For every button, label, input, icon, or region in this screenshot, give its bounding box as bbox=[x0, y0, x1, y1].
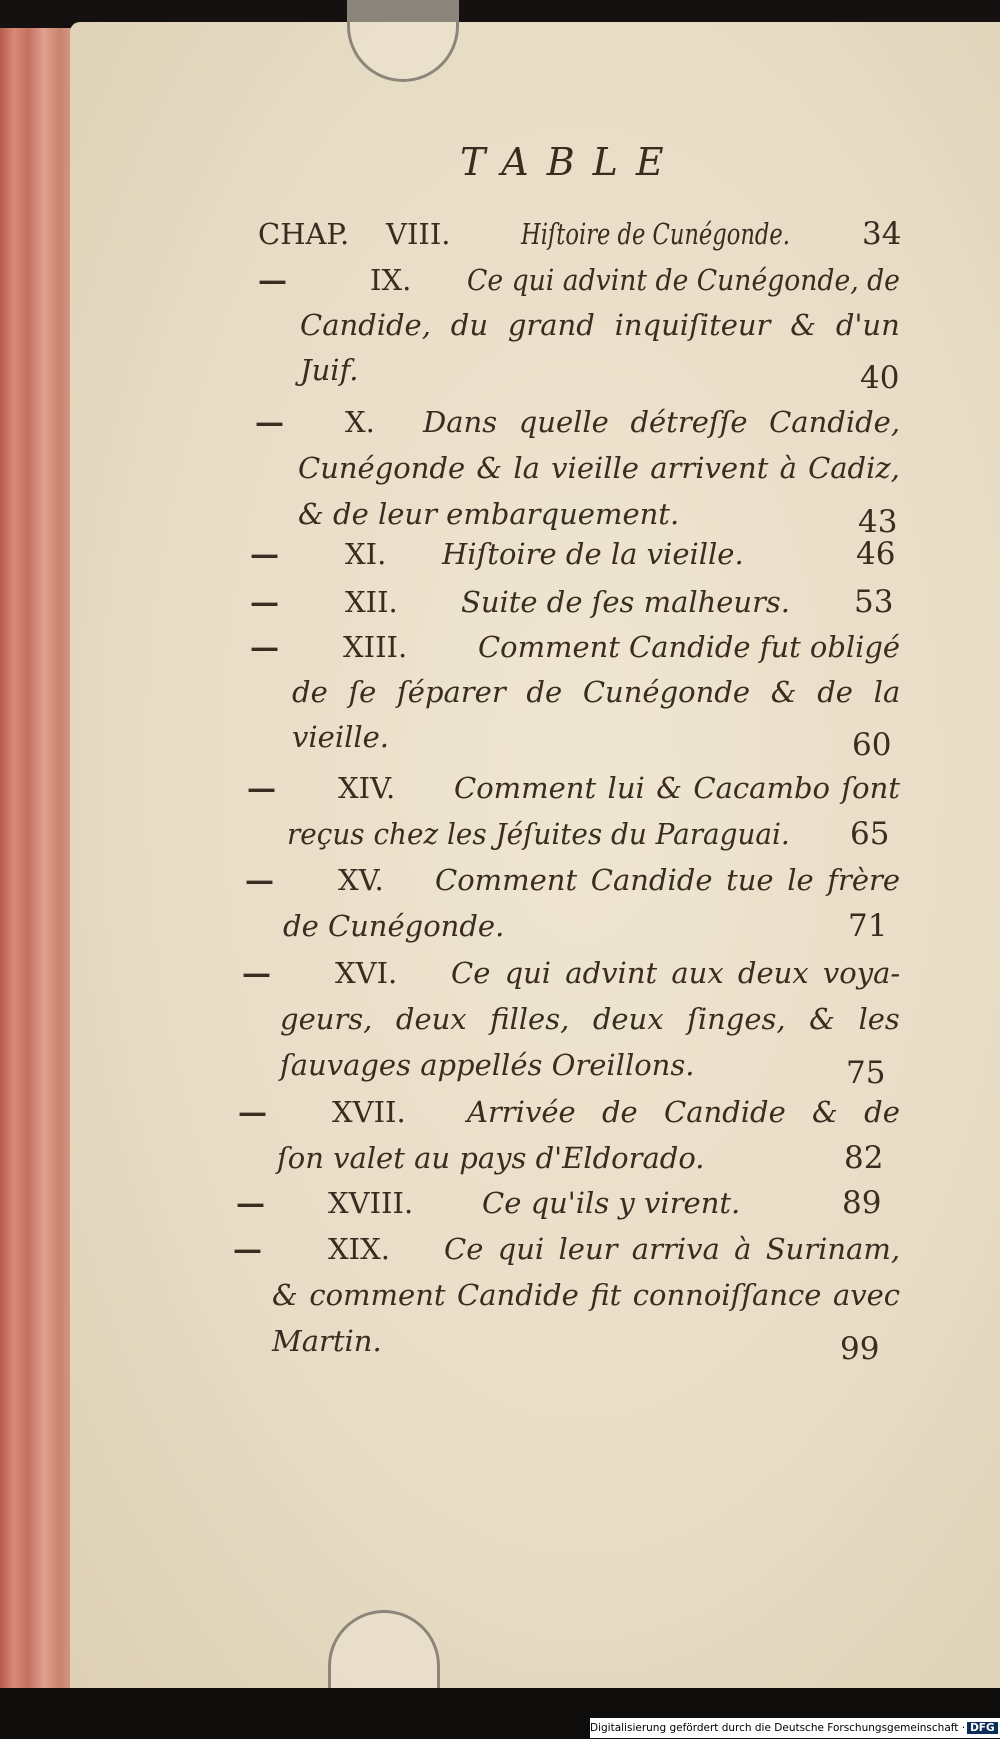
credit-text: Digitalisierung gefördert durch die Deutsche Forschungsgemeinschaft · bbox=[590, 1722, 966, 1734]
chapter-title-line: Martin. bbox=[272, 1324, 382, 1358]
entry-prefix: — bbox=[236, 1186, 263, 1220]
chapter-title-line: reçus chez les Jéſuites du Paraguai. bbox=[287, 817, 790, 851]
chapter-title-line: Comment Candide tue le frère bbox=[435, 863, 901, 897]
chapter-title-line: Ce qui advint aux deux voya- bbox=[451, 956, 901, 990]
chapter-title-line: Dans quelle détreſſe Candide, bbox=[423, 405, 901, 439]
chapter-title-line: & de leur embarquement. bbox=[298, 497, 680, 531]
entry-prefix: — bbox=[233, 1232, 260, 1266]
page-number: 99 bbox=[840, 1331, 880, 1367]
page-number: 60 bbox=[852, 727, 892, 763]
chapter-title-line: Arrivée de Candide & de bbox=[467, 1095, 900, 1129]
chapter-title-line: ſon valet au pays d'Eldorado. bbox=[277, 1141, 705, 1175]
chapter-numeral: XIII. bbox=[343, 630, 408, 664]
chapter-numeral: VIII. bbox=[386, 217, 451, 251]
chapter-numeral: X. bbox=[345, 405, 375, 439]
page-number: 89 bbox=[842, 1185, 882, 1221]
chapter-numeral: XI. bbox=[345, 537, 387, 571]
entry-prefix: — bbox=[247, 771, 274, 805]
entry-prefix: — bbox=[250, 537, 277, 571]
chapter-numeral: XIV. bbox=[338, 771, 396, 805]
chapter-numeral: XVII. bbox=[332, 1095, 406, 1129]
dfg-logo: DFG bbox=[967, 1722, 998, 1734]
page-number: 40 bbox=[860, 360, 900, 396]
entry-prefix: — bbox=[238, 1095, 265, 1129]
page-number: 34 bbox=[862, 216, 902, 252]
chapter-numeral: XII. bbox=[345, 585, 398, 619]
chapter-title-line: vieille. bbox=[292, 720, 390, 754]
page-number: 53 bbox=[854, 584, 894, 620]
chapter-title-line: Candide, du grand inquiſiteur & d'un bbox=[300, 308, 900, 342]
chapter-numeral: XIX. bbox=[328, 1232, 390, 1266]
chapter-title-line: de Cunégonde. bbox=[283, 909, 505, 943]
chapter-title-line: ſauvages appellés Oreillons. bbox=[280, 1048, 695, 1082]
chapter-title-line: Juif. bbox=[300, 353, 359, 387]
page-number: 82 bbox=[844, 1140, 884, 1176]
page-number: 71 bbox=[848, 908, 888, 944]
entry-prefix: — bbox=[250, 630, 277, 664]
chapter-title-line: Hiſtoire de Cunégonde. bbox=[521, 217, 790, 251]
chapter-title-line: & comment Candide fit connoiſſance avec bbox=[272, 1278, 901, 1312]
page-number: 43 bbox=[858, 504, 898, 540]
entry-prefix: — bbox=[245, 863, 272, 897]
page-number: 75 bbox=[846, 1055, 886, 1091]
chapter-numeral: XVI. bbox=[335, 956, 398, 990]
chapter-title-line: Comment lui & Cacambo ſont bbox=[454, 771, 900, 805]
entry-prefix: — bbox=[242, 956, 269, 990]
chapter-title-line: Cunégonde & la vieille arrivent à Cadiz, bbox=[298, 451, 900, 485]
entry-prefix: — bbox=[255, 405, 282, 439]
chapter-numeral: XV. bbox=[338, 863, 384, 897]
chapter-title-line: Suite de ſes malheurs. bbox=[461, 585, 791, 619]
chapter-title-line: de ſe ſéparer de Cunégonde & de la bbox=[292, 675, 901, 709]
chapter-numeral: XVIII. bbox=[328, 1186, 414, 1220]
entry-prefix: — bbox=[258, 263, 285, 297]
page-number: 65 bbox=[850, 816, 890, 852]
chapter-title-line: Ce qu'ils y virent. bbox=[482, 1186, 741, 1220]
chapter-title-line: Hiſtoire de la vieille. bbox=[442, 537, 744, 571]
digitization-credit bbox=[590, 1718, 1000, 1738]
chapter-title-line: Ce qui advint de Cunégonde, de bbox=[467, 263, 900, 297]
chapter-title-line: Ce qui leur arriva à Surinam, bbox=[444, 1232, 901, 1266]
chapter-numeral: IX. bbox=[370, 263, 412, 297]
chapter-title-line: geurs, deux filles, deux ſinges, & les bbox=[280, 1002, 900, 1036]
page-title: TABLE bbox=[460, 140, 682, 184]
entry-prefix: — bbox=[250, 585, 277, 619]
page-number: 46 bbox=[856, 536, 896, 572]
chapter-title-line: Comment Candide fut obligé bbox=[478, 630, 901, 664]
entry-prefix: CHAP. bbox=[258, 217, 350, 251]
